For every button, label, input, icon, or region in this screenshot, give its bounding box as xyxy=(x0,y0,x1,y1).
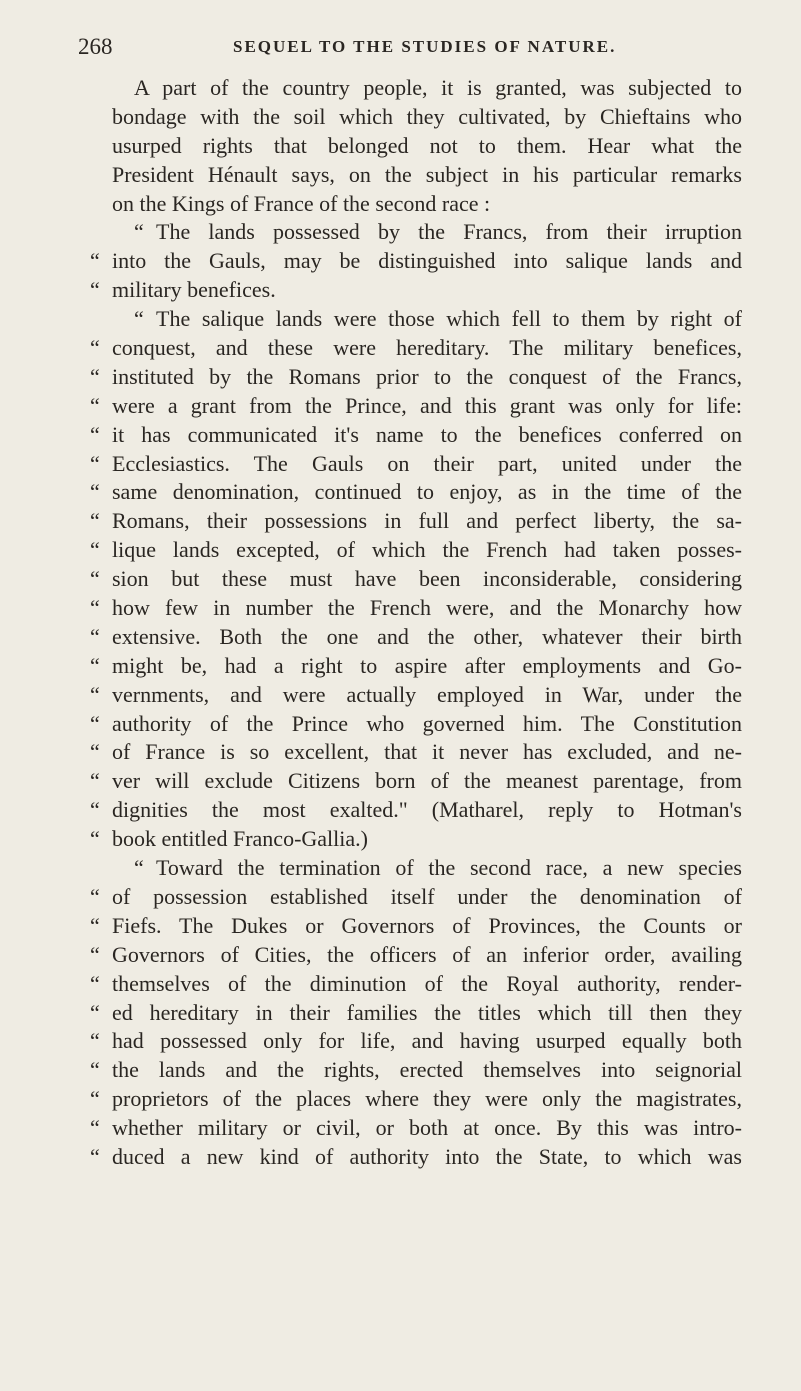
text-line: “ themselves of the diminution of the Royal authority, render- xyxy=(90,970,742,996)
text-line: “ it has communicated it's name to the benefices conferred on xyxy=(90,421,742,447)
text-line: “ same denomination, continued to enjoy, as in the time of the xyxy=(90,479,742,505)
text-line: “ conquest, and these were hereditary. The military benefices, xyxy=(90,335,742,361)
text-line: “ extensive. Both the one and the other, whatever their birth xyxy=(90,623,742,649)
text-line: “ instituted by the Romans prior to the conquest of the Francs, xyxy=(90,363,742,389)
text-line: President Hénault says, on the subject in his particular remarks xyxy=(112,161,742,187)
text-line: “ lique lands excepted, of which the French had taken posses- xyxy=(90,537,742,563)
text-line: “ Governors of Cities, the officers of an inferior order, availing xyxy=(90,941,742,967)
page-header xyxy=(78,34,738,64)
text-line: “ duced a new kind of authority into the State, to which was xyxy=(90,1143,742,1169)
body-text xyxy=(90,74,742,1172)
text-line: “ proprietors of the places where they were only the magistrates, xyxy=(90,1086,742,1112)
text-line: A part of the country people, it is granted, was subjected to xyxy=(134,75,742,100)
text-line: “ into the Gauls, may be distinguished into salique lands and xyxy=(90,248,742,274)
text-line: “ Fiefs. The Dukes or Governors of Provinces, the Counts or xyxy=(90,912,742,938)
text-line: “ had possessed only for life, and having usurped equally both xyxy=(90,1028,742,1054)
text-line: “ Toward the termination of the second race, a new species xyxy=(134,855,742,881)
text-line: “ military benefices. xyxy=(90,277,276,303)
running-title: SEQUEL TO THE STUDIES OF NATURE. xyxy=(233,37,617,56)
text-line: “ sion but these must have been inconsiderable, considering xyxy=(90,566,742,592)
text-line: “ book entitled Franco-Gallia.) xyxy=(90,826,368,852)
text-line: “ ed hereditary in their families the titles which till then they xyxy=(90,999,742,1025)
text-line: “ authority of the Prince who governed him. The Constitution xyxy=(90,710,742,736)
text-line: “ ver will exclude Citizens born of the meanest parentage, from xyxy=(90,768,742,794)
text-line: on the Kings of France of the second race : xyxy=(112,190,491,216)
text-line: “ how few in number the French were, and the Monarchy how xyxy=(90,595,742,621)
text-line: “ vernments, and were actually employed in War, under the xyxy=(90,681,742,707)
text-line: “ might be, had a right to aspire after employments and Go- xyxy=(90,652,742,678)
text-line: “ of France is so excellent, that it never has excluded, and ne- xyxy=(90,739,742,765)
text-line: “ whether military or civil, or both at once. By this was intro- xyxy=(90,1115,742,1141)
text-line: “ The salique lands were those which fell to them by right of xyxy=(134,306,742,332)
text-line: “ The lands possessed by the Francs, from their irruption xyxy=(134,219,742,245)
text-line: “ were a grant from the Prince, and this grant was only for life: xyxy=(90,392,742,418)
page-number: 268 xyxy=(78,34,113,59)
text-line: usurped rights that belonged not to them. Hear what the xyxy=(112,132,742,158)
text-line: “ dignities the most exalted." (Matharel, reply to Hotman's xyxy=(90,797,742,823)
text-line: “ Romans, their possessions in full and perfect liberty, the sa- xyxy=(90,508,742,534)
text-line: bondage with the soil which they cultivated, by Chieftains who xyxy=(112,103,742,129)
text-line: “ the lands and the rights, erected themselves into seignorial xyxy=(90,1057,742,1083)
text-line: “ of possession established itself under the denomination of xyxy=(90,883,742,909)
text-line: “ Ecclesiastics. The Gauls on their part, united under the xyxy=(90,450,742,476)
